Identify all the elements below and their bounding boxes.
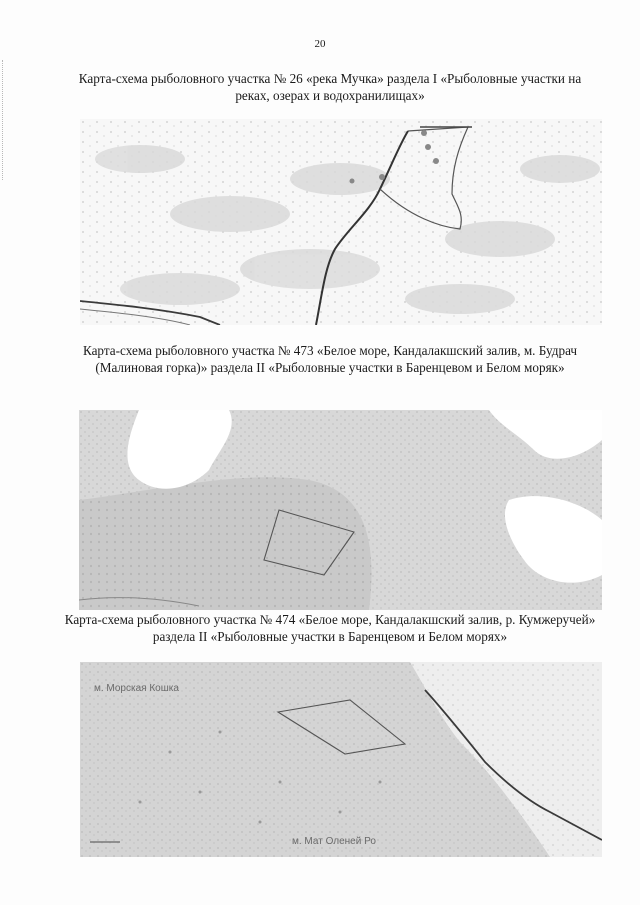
map-budrach-graphic <box>79 410 602 610</box>
map-river-muchka-graphic <box>80 119 602 325</box>
map-kumzheruchey-graphic <box>80 662 602 857</box>
map-budrach <box>79 410 602 610</box>
page-number: 20 <box>314 38 326 50</box>
map-caption-474: Карта-схема рыболовного участка № 474 «Белое море, Кандалакшский залив, р. Кумжеручей» раздела II «Рыболовные участки в Баренцевом и Белом морях» <box>64 612 596 644</box>
map-label-top: м. Морская Кошка <box>94 683 179 694</box>
map-caption-26: Карта-схема рыболовного участка № 26 «река Мучка» раздела I «Рыболовные участки на реках, озерах и водохранилищах» <box>78 71 582 103</box>
map-label-bottom: м. Мат Оленей Ро <box>292 836 376 847</box>
map-kumzheruchey <box>80 662 602 857</box>
map-caption-473: Карта-схема рыболовного участка № 473 «Белое море, Кандалакшский залив, м. Будрач (Малиновая горка)» раздела II «Рыболовные участки в Баренцевом и Белом моряк» <box>82 343 578 375</box>
scan-edge-artifact <box>2 60 5 180</box>
map-river-muchka <box>80 119 602 325</box>
